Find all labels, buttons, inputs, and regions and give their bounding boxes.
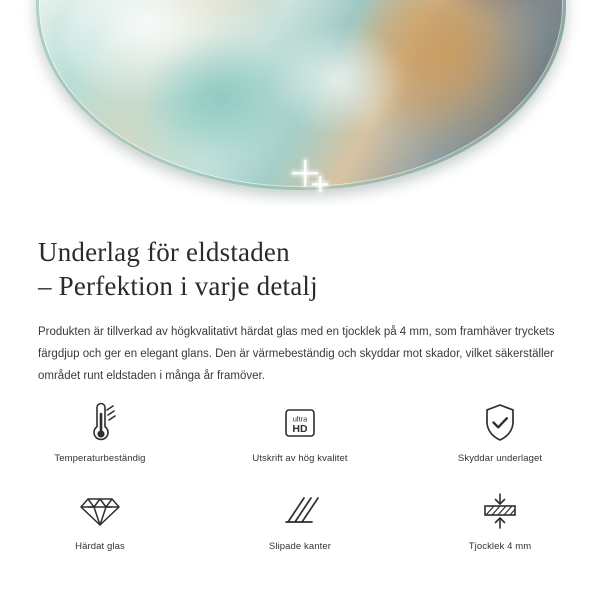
thermometer-icon [83,400,117,446]
ultra-hd-icon [280,400,320,446]
svg-text:HD: HD [292,423,308,435]
feature-item-temperature [0,400,200,464]
feature-label: Tjocklek 4 mm [468,541,532,552]
feature-list [0,400,600,552]
shield-check-icon [481,400,519,446]
feature-item-tempered-glass [0,488,200,552]
feature-item-thickness [400,488,600,552]
headline-line-1: Underlag för eldstaden [38,237,290,267]
feature-item-protection [400,400,600,464]
feature-item-polished-edges [200,488,400,552]
marble-swirl-light [269,24,407,135]
product-description-paragraph: Produkten är tillverkad av högkvalitativt härdat glas med en tjocklek på 4 mm, som framhäver tryckets färgdjup och ger en elegant glans. Den är värmebeständig och skyddar mot skador, vilket säkerställer området runt eldstaden i många år framöver. [38,326,555,382]
svg-text:ultra: ultra [292,414,308,424]
feature-label: Slipade kanter [268,541,332,552]
page-title [0,205,600,303]
headline-line-2: – Perfektion i varje detalj [38,271,318,301]
polished-edges-icon [280,488,320,534]
hero-image [0,0,600,205]
diamond-icon [79,488,121,534]
thickness-icon [479,488,521,534]
feature-item-print-quality [200,400,400,464]
feature-label: Utskrift av hög kvalitet [252,453,348,464]
feature-label: Skyddar underlaget [457,453,543,464]
feature-label: Härdat glas [75,541,125,552]
text-content [0,205,600,387]
feature-label: Temperaturbeständig [54,453,146,464]
round-glass-panel-marble-print [36,0,566,190]
